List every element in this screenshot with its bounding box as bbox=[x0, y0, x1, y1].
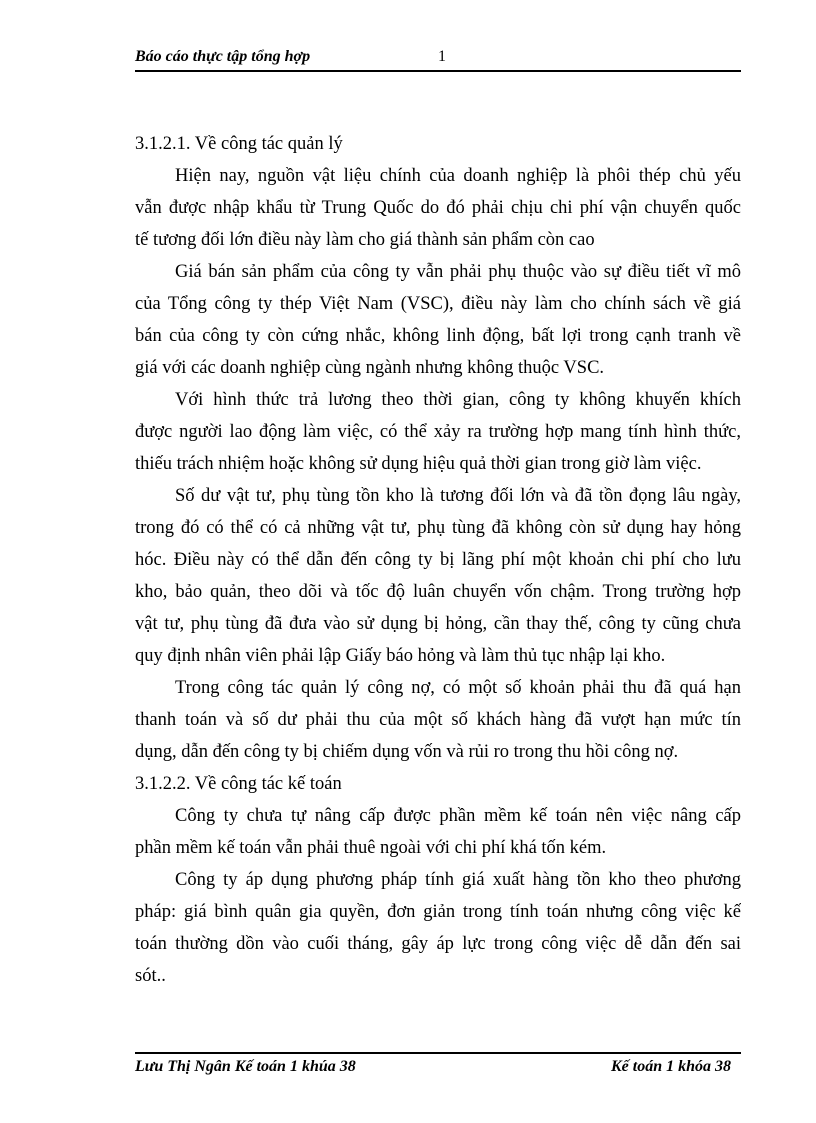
paragraph-line: Công ty áp dụng phương pháp tính giá xuất hàng tồn kho theo phương bbox=[175, 870, 741, 890]
paragraph-line: vẫn được nhập khẩu từ Trung Quốc do đó phải chịu chi phí vận chuyển quốc bbox=[135, 198, 741, 218]
paragraph-line: thiếu trách nhiệm hoặc không sử dụng hiệu quả thời gian trong giờ làm việc. bbox=[135, 454, 702, 474]
paragraph-line: tế tương đối lớn điều này làm cho giá thành sản phẩm còn cao bbox=[135, 230, 595, 250]
paragraph-line: phần mềm kế toán vẫn phải thuê ngoài với chi phí khá tốn kém. bbox=[135, 838, 607, 858]
paragraph-line: pháp: giá bình quân gia quyền, đơn giản trong tính toán nhưng công việc kế bbox=[135, 902, 741, 922]
page-footer bbox=[135, 1052, 741, 1075]
paragraph-line: trong đó có thể có cả những vật tư, phụ tùng đã không còn sử dụng hay hỏng bbox=[135, 518, 741, 538]
footer-class: Kế toán 1 khóa 38 bbox=[610, 1058, 731, 1075]
header-title: Báo cáo thực tập tổng hợp bbox=[135, 48, 311, 65]
paragraph-line: bán của công ty còn cứng nhắc, không linh động, bất lợi trong cạnh tranh về bbox=[135, 326, 741, 346]
document-body bbox=[135, 128, 741, 992]
paragraph-line: toán thường dồn vào cuối tháng, gây áp lực trong công việc dễ dẫn đến sai bbox=[135, 934, 741, 954]
paragraph-line: dụng, dẫn đến công ty bị chiếm dụng vốn và rủi ro trong thu hồi công nợ. bbox=[135, 742, 679, 762]
paragraph-line: sót.. bbox=[135, 966, 166, 986]
section-heading: 3.1.2.2. Về công tác kế toán bbox=[135, 774, 342, 794]
paragraph-line: hóc. Điều này có thể dẫn đến công ty bị lãng phí một khoản chi phí cho lưu bbox=[135, 550, 741, 570]
paragraph-line: thanh toán và số dư phải thu của một số khách hàng đã vượt hạn mức tín bbox=[135, 710, 741, 730]
paragraph-line: Số dư vật tư, phụ tùng tồn kho là tương đối lớn và đã tồn đọng lâu ngày, bbox=[175, 486, 741, 506]
page-number: 1 bbox=[438, 48, 446, 65]
paragraph-line: được người lao động làm việc, có thể xảy ra trường hợp mang tính hình thức, bbox=[135, 422, 741, 442]
paragraph-line: vật tư, phụ tùng đã đưa vào sử dụng bị hỏng, cần thay thế, công ty cũng chưa bbox=[135, 614, 741, 634]
paragraph-line: của Tổng công ty thép Việt Nam (VSC), điều này làm cho chính sách về giá bbox=[135, 294, 741, 314]
paragraph-line: kho, bảo quản, theo dõi và tốc độ luân chuyển vốn chậm. Trong trường hợp bbox=[135, 582, 741, 602]
paragraph-line: Trong công tác quản lý công nợ, có một số khoản phải thu đã quá hạn bbox=[175, 678, 741, 698]
paragraph-line: quy định nhân viên phải lập Giấy báo hỏng và làm thủ tục nhập lại kho. bbox=[135, 646, 666, 666]
paragraph-line: giá với các doanh nghiệp cùng ngành nhưng không thuộc VSC. bbox=[135, 358, 605, 378]
paragraph-line: Công ty chưa tự nâng cấp được phần mềm kế toán nên việc nâng cấp bbox=[175, 806, 741, 826]
paragraph-line: Với hình thức trả lương theo thời gian, công ty không khuyến khích bbox=[175, 390, 741, 410]
paragraph-line: Hiện nay, nguồn vật liệu chính của doanh nghiệp là phôi thép chủ yếu bbox=[175, 166, 741, 186]
paragraph-line: Giá bán sản phẩm của công ty vẫn phải phụ thuộc vào sự điều tiết vĩ mô bbox=[175, 262, 741, 282]
page-header bbox=[135, 48, 741, 72]
section-heading: 3.1.2.1. Về công tác quản lý bbox=[135, 134, 343, 154]
footer-author: Lưu Thị Ngân Kế toán 1 khúa 38 bbox=[135, 1058, 356, 1075]
